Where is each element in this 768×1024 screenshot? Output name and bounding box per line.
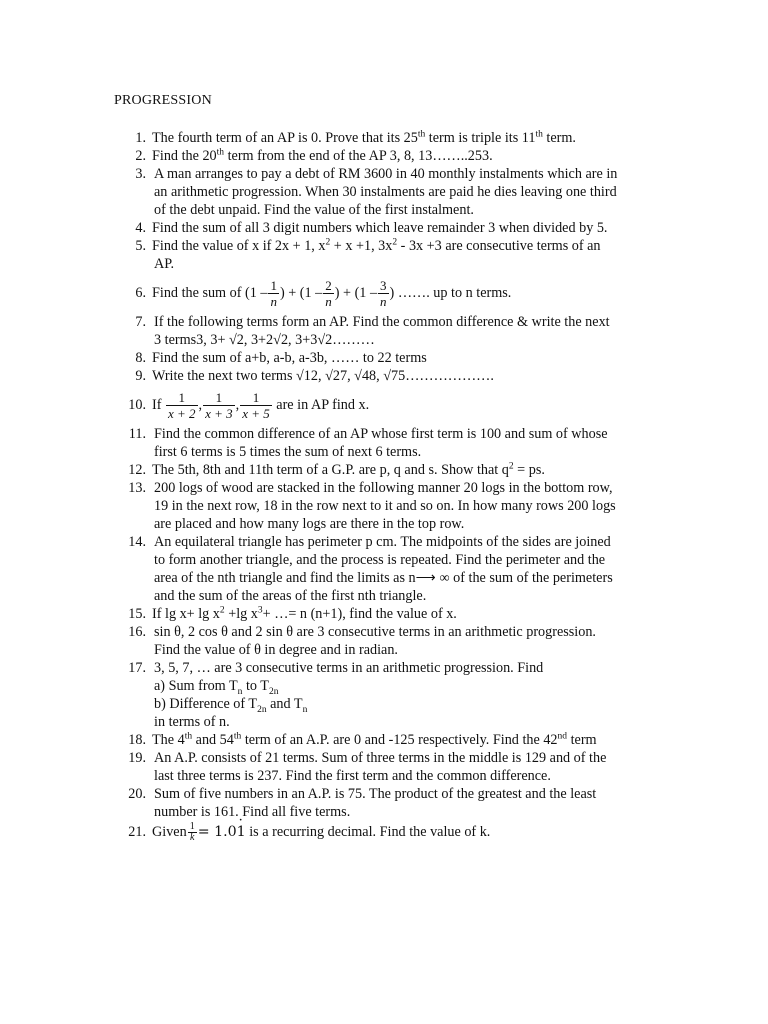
question-number: 8. [135,350,146,366]
question-number: 2. [135,148,146,164]
question-16 [0,623,768,659]
question-number: 18. [128,732,146,748]
page-title: PROGRESSION [114,93,212,108]
question-text: A man arranges to pay a debt of RM 3600 in 40 monthly instalments which are in an arithmetic progression. When 30 instalments are paid he dies leaving one third of the debt unpaid. Find the value of the first instalment. [154,166,618,218]
question-text: An A.P. consists of 21 terms. Sum of three terms in the middle is 129 and of the last three terms is 237. Find the first term and the common difference. [154,750,607,784]
recurring-digit: · 1 [237,821,246,843]
fraction: $\frac{1}{k}$ [189,821,195,844]
question-number: 11. [128,426,146,442]
question-text: Write the next two terms √12, √27, √48, √75………………. [152,368,494,384]
question-18 [0,731,768,749]
fraction: $\frac{2}{n}$ [325,278,332,310]
sub-question-b: b) Difference of $T_{2n}$ and $T_n$ [154,696,308,715]
question-number: 19. [128,750,146,766]
question-list [0,129,768,843]
question-text: The fourth term of an AP is 0. Prove that its 25th term is triple its 11th term. [152,129,576,146]
question-number: 5. [135,238,146,254]
question-2 [0,147,768,165]
question-text: Given $\frac{1}{k}$ = 1.0· 1 is a recurring decimal. Find the value of k. [152,821,662,843]
question-15 [0,605,768,623]
question-1 [0,129,768,147]
question-number: 7. [135,314,146,330]
question-text: Find the value of x if 2x + 1, $x^2 + x +1$, $3x^2 - 3x +3$ are consecutive terms of an AP. [152,237,601,272]
question-12 [0,461,768,479]
question-number: 14. [128,534,146,550]
question-10 [0,385,768,425]
fraction: $\frac{1}{x + 5}$ [242,390,270,422]
question-text: Find the sum of a+b, a-b, a-3b, …… to 22 terms [152,350,427,366]
question-19 [0,749,768,785]
question-number: 20. [128,786,146,802]
question-number: 21. [128,824,146,840]
question-14 [0,533,768,605]
question-number: 16. [128,624,146,640]
question-9 [0,367,768,385]
question-number: 1. [135,130,146,146]
question-11 [0,425,768,461]
question-text: sin θ, 2 cos θ and 2 sin θ are 3 consecutive terms in an arithmetic progression. Find the value of θ in degree and in radian. [154,624,596,658]
question-text: Find the common difference of an AP whose first term is 100 and sum of whose first 6 terms is 5 times the sum of next 6 terms. [154,426,608,460]
question-text: 200 logs of wood are stacked in the following manner 20 logs in the bottom row, 19 in the next row, 18 in the row next to it and so on. In how many rows 200 logs are placed and how many logs are there in the top row. [154,480,616,532]
question-text: An equilateral triangle has perimeter p cm. The midpoints of the sides are joined to form another triangle, and the process is repeated. Find the perimeter and the area of the nth triangle and find the limits as n⟶ ∞ of the sum of the perimeters and the sum of the areas of the first nth triangle. [154,534,613,604]
question-8 [0,349,768,367]
question-text: The 4th and 54th term of an A.P. are 0 and -125 respectively. Find the 42nd term [152,731,597,748]
question-text: The 5th, 8th and 11th term of a G.P. are p, q and s. Show that $q^2$ = ps. [152,461,545,478]
fraction: $\frac{1}{x + 2}$ [168,390,196,422]
question-number: 9. [135,368,146,384]
question-21 [0,821,768,843]
question-6 [0,273,768,313]
question-number: 6. [135,285,146,301]
question-number: 15. [128,606,146,622]
question-number: 12. [128,462,146,478]
question-number: 3. [135,166,146,182]
question-text: If $\frac{1}{x + 2}$ , $\frac{1}{x + 3}$ , $\frac{1}{x + 5}$ are in AP find x. [152,390,370,422]
question-text: Sum of five numbers in an A.P. is 75. The product of the greatest and the least number is 161. Find all five terms. [154,786,597,820]
question-13 [0,479,768,533]
question-3 [0,165,768,219]
question-text: If the following terms form an AP. Find the common difference & write the next 3 terms3, 3+ √2, 3+2√2, 3+3√2……… [154,314,610,348]
question-number: 10. [128,397,146,413]
question-number: 13. [128,480,146,496]
question-5 [0,237,768,273]
question-text: Find the sum of (1 – $\frac{1}{n}$ ) + (1 – $\frac{2}{n}$ ) + (1 – $\frac{3}{n}$ ) ……. up to n terms. [152,278,512,310]
question-text: Find the sum of all 3 digit numbers which leave remainder 3 when divided by 5. [152,220,608,236]
question-17 [0,659,768,731]
question-number: 17. [128,660,146,676]
fraction: $\frac{3}{n}$ [380,278,387,310]
question-text: If $\lg x+ \lg x^2 +\lg$ $x^3+$ …= n (n+1), find the value of x. [152,605,457,622]
question-number: 4. [135,220,146,236]
fraction: $\frac{1}{x + 3}$ [205,390,233,422]
fraction: $\frac{1}{n}$ [270,278,277,310]
question-7 [0,313,768,349]
sub-question-a: a) Sum from $T_n$ to $T_{2n}$ [154,678,279,697]
question-text: Find the 20th term from the end of the AP 3, 8, 13……..253. [152,147,493,164]
question-text: 3, 5, 7, … are 3 consecutive terms in an arithmetic progression. Find a) Sum from $T_n$ to $T_{2n}$ b) Difference of $T_{2n}$ and $T_n$ in terms of n. [152,659,662,731]
question-20 [0,785,768,821]
question-4 [0,219,768,237]
